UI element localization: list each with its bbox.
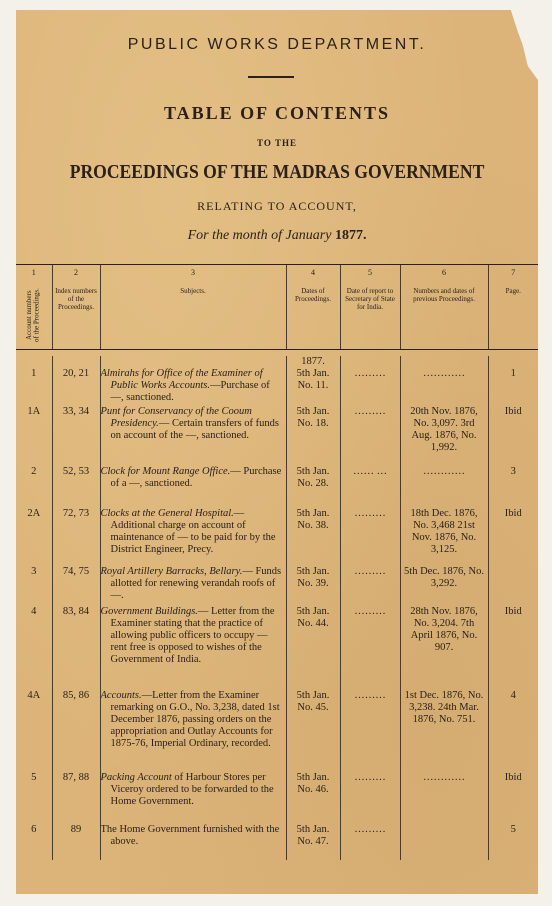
subject-body: —Letter from the Examiner remarking on G.O., No. 3,238, dated 1st December 1876, passing orders on the appropriation and Outlay Accounts for 1875-76, Imperial Ordinary, recorded. [110, 690, 280, 749]
col-label: Account numbers of the Proceedings. [25, 288, 41, 343]
account-number: 1A [27, 406, 41, 417]
index-numbers: 52, 53 [52, 466, 100, 508]
report-date: ……… [340, 824, 400, 860]
report-date: ……… [340, 566, 400, 606]
proceeding-date: 5th Jan. No. 44. [286, 606, 340, 690]
col-label: Date of report to Secretary of State for India. [345, 287, 395, 312]
subject [101, 690, 283, 750]
report-date: ……… [340, 606, 400, 690]
page-ref: Ibid [488, 606, 538, 690]
report-date: ……… [340, 406, 400, 466]
previous-proceedings: 1st Dec. 1876, No. 3,238. 24th Mar. 1876, No. 751. [400, 690, 488, 772]
col-header-previous [400, 265, 488, 350]
subject [101, 824, 283, 848]
subject [101, 368, 283, 404]
table-row [16, 368, 538, 406]
previous-proceedings: 18th Dec. 1876, No. 3,468 21st Nov. 1876, No. 3,125. [400, 508, 488, 566]
subject-title: Clocks at the General Hospital. [100, 508, 234, 519]
previous-proceedings: ………… [400, 466, 488, 508]
previous-proceedings [400, 824, 488, 860]
document-page [16, 10, 538, 894]
year-cell: 1877. [286, 356, 340, 368]
page-ref: 4 [488, 690, 538, 772]
subject-body: — Additional charge on account of maintenance of — to be paid for by the District Engineer, Precy. [110, 508, 276, 555]
col-label: Numbers and dates of previous Proceedings. [413, 287, 475, 304]
col-number: 2 [74, 268, 78, 277]
subject-title: Almirahs for Office of the Examiner of Public Works Accounts. [100, 368, 263, 391]
table-row [16, 772, 538, 824]
year-row [16, 356, 538, 368]
contents-table [16, 264, 538, 860]
index-numbers: 33, 34 [52, 406, 100, 466]
table-row [16, 690, 538, 772]
subject-body: — Letter from the Examiner stating that the practice of allowing public officers to occupy — rent free is opposed to wishes of the Government of India. [110, 606, 275, 665]
subject-title: Clock for Mount Range Office. [100, 466, 231, 477]
relating-line: RELATING TO ACCOUNT, [197, 199, 357, 213]
account-number: 1 [31, 368, 37, 379]
page-ref: Ibid [488, 772, 538, 824]
proceeding-date: 5th Jan. No. 28. [286, 466, 340, 508]
page-ref: 3 [488, 466, 538, 508]
proceeding-date: 5th Jan. No. 47. [286, 824, 340, 860]
col-header-account [16, 265, 52, 350]
col-header-dates [286, 265, 340, 350]
subject-body: — Certain transfers of funds on account of the —, sanctioned. [110, 418, 279, 441]
subject-title: Packing Account [100, 772, 172, 783]
subject [101, 606, 283, 666]
subject-body: — Funds allotted for renewing verandah roofs of —. [110, 566, 282, 601]
account-number: 4 [31, 606, 37, 617]
subject [101, 406, 283, 442]
col-header-index [52, 265, 100, 350]
previous-proceedings: ………… [400, 368, 488, 406]
col-number: 4 [311, 268, 315, 277]
index-numbers: 74, 75 [52, 566, 100, 606]
col-number: 7 [511, 268, 516, 277]
proceeding-date: 5th Jan. No. 38. [286, 508, 340, 566]
account-number: 5 [31, 772, 37, 783]
subject-title: Royal Artillery Barracks, Bellary. [100, 566, 243, 577]
index-numbers: 85, 86 [52, 690, 100, 772]
report-date: …… … [340, 466, 400, 508]
report-date: ……… [340, 772, 400, 824]
month-year: 1877. [334, 228, 367, 243]
previous-proceedings: 20th Nov. 1876, No. 3,097. 3rd Aug. 1876, No. 1,992. [400, 406, 488, 466]
title-rule [248, 76, 294, 78]
report-date: ……… [340, 690, 400, 772]
subject-title: Accounts. [100, 690, 142, 701]
col-label: Index numbers of the Proceedings. [55, 287, 97, 312]
header-row [16, 265, 538, 350]
subject [101, 466, 283, 490]
previous-proceedings: 5th Dec. 1876, No. 3,292. [400, 566, 488, 606]
col-header-page [488, 265, 538, 350]
index-numbers: 87, 88 [52, 772, 100, 824]
col-header-report [340, 265, 400, 350]
to-the-line: TO THE [257, 138, 297, 148]
account-number: 4A [27, 690, 41, 701]
page-ref [488, 566, 538, 606]
subject-title: Punt for Conservancy of the Cooum Presidency. [100, 406, 252, 429]
table-row [16, 606, 538, 690]
subject-body: The Home Government furnished with the above. [100, 824, 280, 847]
table-row [16, 466, 538, 508]
col-label: Dates of Proceedings. [295, 287, 331, 304]
subject-title: Government Buildings. [100, 606, 198, 617]
previous-proceedings: 28th Nov. 1876, No. 3,204. 7th April 1876, No. 907. [400, 606, 488, 690]
subject-body: — Purchase of a —, sanctioned. [110, 466, 282, 489]
index-numbers: 72, 73 [52, 508, 100, 566]
account-number: 2A [27, 508, 41, 519]
proceeding-date: 5th Jan. No. 39. [286, 566, 340, 606]
account-number: 6 [31, 824, 37, 835]
table-row [16, 566, 538, 606]
page-ref: 5 [488, 824, 538, 860]
proceeding-date: 5th Jan. No. 11. [286, 368, 340, 406]
subject [101, 508, 283, 556]
subject [101, 772, 283, 808]
report-date: ……… [340, 368, 400, 406]
subject-body: of Harbour Stores per Viceroy ordered to be forwarded to the Home Government. [110, 772, 274, 807]
report-date: ……… [340, 508, 400, 566]
page-ref: Ibid [488, 508, 538, 566]
month-line [16, 228, 538, 244]
subject [101, 566, 283, 602]
table-row [16, 508, 538, 566]
previous-proceedings: ………… [400, 772, 488, 824]
index-numbers: 20, 21 [52, 368, 100, 406]
col-header-subjects [100, 265, 286, 350]
index-numbers: 83, 84 [52, 606, 100, 690]
table-row [16, 406, 538, 466]
page-ref: Ibid [488, 406, 538, 466]
table-row [16, 824, 538, 860]
col-number: 3 [191, 268, 195, 277]
toc-title: TABLE OF CONTENTS [163, 103, 391, 123]
index-numbers: 89 [52, 824, 100, 860]
col-number: 5 [368, 268, 372, 277]
month-prefix: For the month of January [187, 228, 332, 243]
page-ref: 1 [488, 368, 538, 406]
col-label: Page. [505, 287, 521, 296]
account-number: 3 [31, 566, 37, 577]
col-number: 6 [442, 268, 446, 277]
col-number: 1 [31, 268, 36, 277]
account-number: 2 [31, 466, 37, 477]
proceeding-date: 5th Jan. No. 18. [286, 406, 340, 466]
col-label: Subjects. [180, 287, 206, 296]
department-title: PUBLIC WORKS DEPARTMENT. [127, 36, 427, 53]
proceedings-title: PROCEEDINGS OF THE MADRAS GOVERNMENT [69, 161, 485, 183]
proceeding-date: 5th Jan. No. 46. [286, 772, 340, 824]
proceeding-date: 5th Jan. No. 45. [286, 690, 340, 772]
subject-body: —Purchase of —, sanctioned. [110, 380, 270, 403]
